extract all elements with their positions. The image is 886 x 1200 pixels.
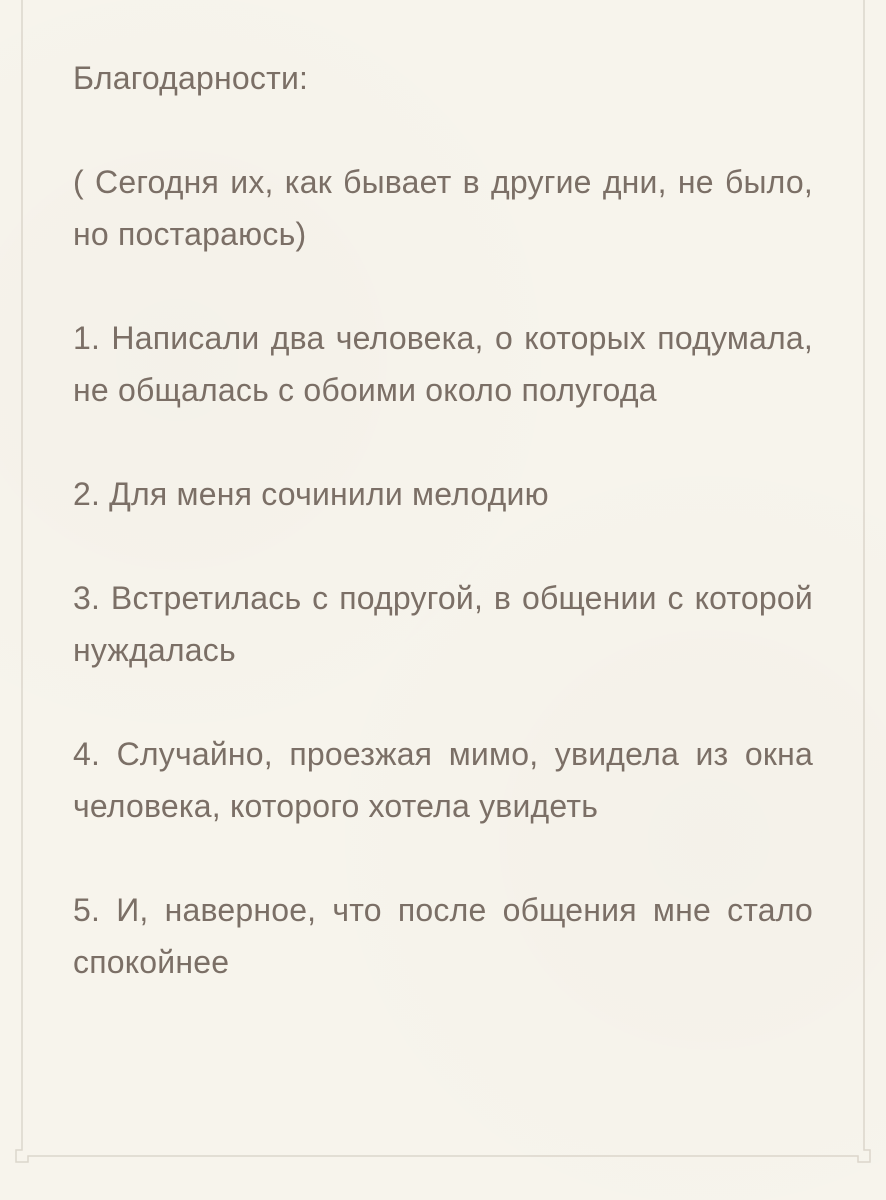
- gratitude-item-2: 2. Для меня сочинили мелодию: [73, 476, 549, 512]
- gratitude-item-4: 4. Случайно, проезжая мимо, увидела из окна человека, которого хотела увидеть: [73, 736, 813, 824]
- gratitude-item-5: 5. И, наверное, что после общения мне стало спокойнее: [73, 892, 813, 980]
- note-heading: Благодарности:: [73, 60, 309, 96]
- note-intro: ( Сегодня их, как бывает в другие дни, не было, но постараюсь): [73, 164, 813, 252]
- gratitude-item-1: 1. Написали два человека, о которых подумала, не общалась с обоими около полугода: [73, 320, 813, 408]
- gratitude-item-3: 3. Встретилась с подругой, в общении с которой нуждалась: [73, 580, 813, 668]
- note-body: [73, 52, 813, 988]
